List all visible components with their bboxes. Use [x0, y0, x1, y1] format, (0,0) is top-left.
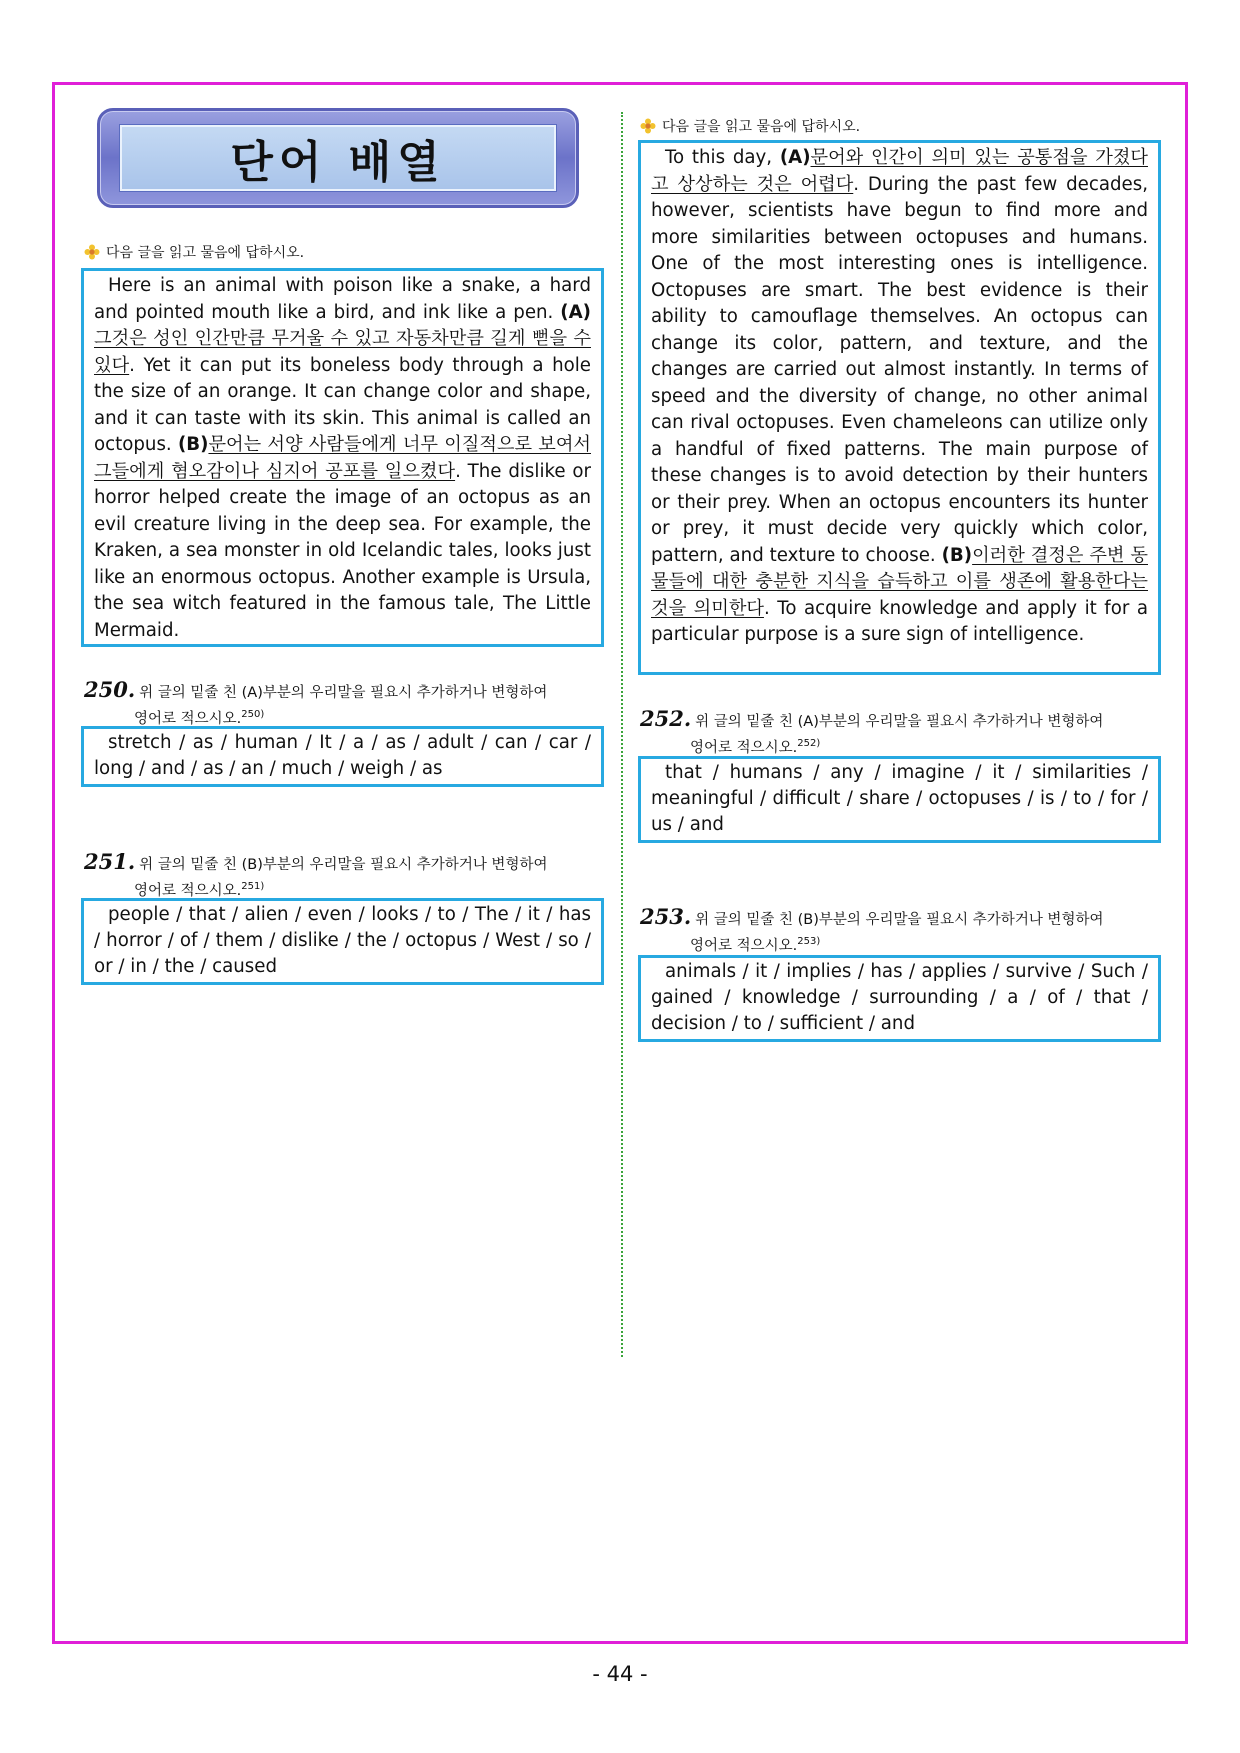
flower-icon — [640, 118, 656, 134]
footnote-ref: 253) — [797, 936, 821, 947]
word-list: animals / it / implies / has / applies / survive / Such / gained / knowledge / surrounding / a / of / that / decision / to / sufficient / and — [651, 961, 1148, 1034]
title-badge-inner — [120, 125, 556, 191]
question-250 — [84, 679, 547, 730]
passage-text: . To acquire knowledge and apply it for a particular purpose is a sure sign of intelligence. — [651, 597, 1148, 645]
instruction-text: 다음 글을 읽고 물음에 답하시오. — [662, 119, 861, 135]
passage-text: Here is an animal with poison like a snake, a hard and pointed mouth like a bird, and ink like a pen. — [94, 275, 591, 323]
question-number: 252. — [640, 706, 692, 731]
question-text: 위 글의 밑줄 친 (B)부분의 우리말을 필요시 추가하거나 변형하여 — [139, 857, 548, 873]
mark-a: (A) — [779, 147, 811, 168]
left-instruction — [84, 242, 304, 262]
footnote-ref: 250) — [241, 709, 265, 720]
question-text: 영어로 적으시오. — [134, 710, 242, 727]
column-divider — [621, 112, 623, 1357]
question-253 — [640, 906, 1103, 957]
footnote-ref: 252) — [797, 738, 821, 749]
right-passage — [638, 140, 1161, 675]
question-number: 251. — [84, 849, 136, 874]
underlined-a: 문어와 인간이 의미 있는 공통점을 가졌다고 상상하는 것은 어렵다 — [651, 147, 1148, 195]
question-text: 영어로 적으시오. — [690, 739, 798, 756]
mark-a: (A) — [560, 301, 591, 323]
question-text: 위 글의 밑줄 친 (A)부분의 우리말을 필요시 추가하거나 변형하여 — [139, 685, 548, 701]
word-list: stretch / as / human / It / a / as / adult / can / car / long / and / as / an / much / weigh / as — [94, 732, 591, 779]
mark-b: (B) — [177, 434, 209, 455]
underlined-a: 그것은 성인 인간만큼 무거울 수 있고 자동차만큼 길게 뻗을 수 있다 — [94, 328, 591, 376]
underlined-b: 이러한 결정은 주변 동물들에 대한 충분한 지식을 습득하고 이를 생존에 활용한다는 것을 의미한다 — [651, 544, 1148, 619]
answer-box-251 — [81, 898, 604, 985]
answer-box-252 — [638, 756, 1161, 843]
title-badge — [97, 108, 579, 208]
question-text: 위 글의 밑줄 친 (B)부분의 우리말을 필요시 추가하거나 변형하여 — [695, 912, 1104, 928]
question-text: 영어로 적으시오. — [134, 882, 242, 899]
left-passage — [81, 268, 604, 647]
question-number: 253. — [640, 904, 692, 929]
question-252 — [640, 708, 1103, 759]
question-number: 250. — [84, 677, 136, 702]
passage-text: . The dislike or horror helped create the image of an octopus as an evil creature living in the deep sea. For example, the Kraken, a sea monster in old Icelandic tales, looks just like an enormous octopus. Another example is Ursula, the sea witch featured in the famous tale, The Little Mermaid. — [94, 460, 591, 641]
underlined-b: 문어는 서양 사람들에게 너무 이질적으로 보여서 그들에게 혐오감이나 심지어 공포를 일으켰다 — [94, 434, 591, 482]
flower-icon — [84, 244, 100, 260]
right-passage-text — [651, 145, 1148, 649]
page-number: - 44 - — [592, 1662, 648, 1686]
question-text: 영어로 적으시오. — [690, 937, 798, 954]
answer-box-250 — [81, 726, 604, 787]
question-text: 위 글의 밑줄 친 (A)부분의 우리말을 필요시 추가하거나 변형하여 — [695, 714, 1104, 730]
page-title: 단어 배열 — [230, 137, 446, 188]
left-passage-text — [94, 273, 591, 644]
footnote-ref: 251) — [241, 881, 265, 892]
word-list: that / humans / any / imagine / it / similarities / meaningful / difficult / share / octopuses / is / to / for / us / and — [651, 762, 1148, 835]
passage-text: . During the past few decades, however, scientists have begun to find more and more similarities between octopuses and humans. One of the most interesting ones is intelligence. Octopuses are smart. The best evidence is their ability to camouflage themselves. An octopus can change its color, pattern, and texture, and the changes are carried out almost instantly. In terms of speed and the diversity of change, no other animal can rival octopuses. Even chameleons can utilize only a handful of fixed patterns. The main purpose of these changes is to avoid detection by their hunters or their prey. When an octopus encounters its hunter or prey, it must decide very quickly which color, pattern, and texture to choose. — [651, 173, 1148, 566]
passage-text: . Yet it can put its boneless body through a hole the size of an orange. It can change color and shape, and it can taste with its skin. This animal is called an octopus. — [94, 354, 591, 455]
word-list: people / that / alien / even / looks / to / The / it / has / horror / of / them / dislike / the / octopus / West / so / or / in / the / caused — [94, 904, 591, 977]
answer-box-253 — [638, 955, 1161, 1042]
instruction-text: 다음 글을 읽고 물음에 답하시오. — [106, 245, 305, 261]
mark-b: (B) — [941, 544, 973, 566]
question-251 — [84, 851, 547, 902]
passage-text: To this day, — [665, 147, 780, 168]
right-instruction — [640, 116, 860, 136]
